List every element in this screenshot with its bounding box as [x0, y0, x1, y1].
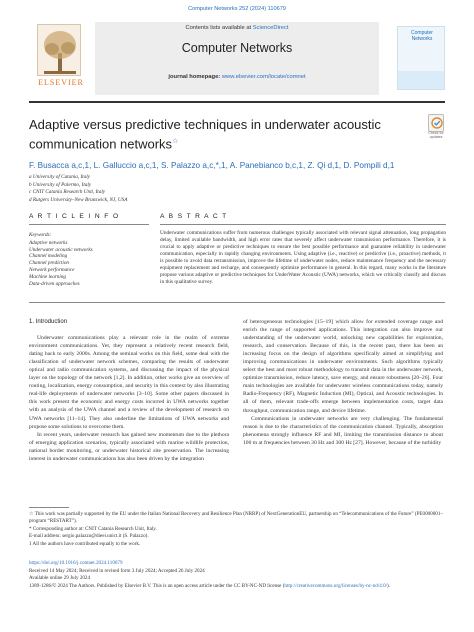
running-head[interactable]: Computer Networks 252 (2024) 110679: [188, 6, 286, 12]
publisher-logo[interactable]: [29, 24, 93, 94]
body-column-left: [29, 318, 229, 463]
license-link[interactable]: http://creativecommons.org/licenses/by-nc-nd/4.0/: [284, 582, 388, 589]
article-info-label: A R T I C L E I N F O: [29, 213, 120, 220]
footnote-rule: [29, 507, 69, 508]
keywords-block: [29, 232, 149, 287]
footnotes: [29, 511, 445, 548]
keyword: Adaptive networks: [29, 239, 68, 246]
publisher-name: ELSEVIER: [38, 78, 84, 87]
footnote: * Corresponding author at: CNIT Catania Research Unit, Italy.: [29, 525, 157, 532]
section-heading: 1. Introduction: [29, 319, 68, 325]
keyword: Machine learning: [29, 273, 67, 280]
article-title: [29, 116, 409, 152]
journal-title[interactable]: Computer Networks: [181, 41, 293, 55]
keyword: Channel modeling: [29, 253, 68, 260]
keyword: Underwater acoustic networks: [29, 246, 93, 253]
contents-prefix: Contents lists available at: [185, 25, 253, 31]
keyword: Channel prediction: [29, 260, 70, 267]
elsevier-tree-icon: [37, 24, 81, 76]
license-prefix: 1389-1286/© 2024 The Authors. Published by Elsevier B.V. This is an open access article under the CC BY-NC-ND license (: [29, 582, 285, 589]
article-title-text: Adaptive versus predictive techniques in underwater acoustic communication networks: [29, 117, 381, 152]
dates-received: Received 14 May 2024; Received in revised form 3 July 2024; Accepted 26 July 2024: [29, 567, 205, 574]
body-paragraph: of heterogeneous technologies [15–19] which allow for extended coverage range and enrich the range of supported applications. This integration can also improve our understanding of the underwater world, unlocking new capabilities for exploration, research, and conservation. Because of this, in the recent past, there has been an increasing focus on the design of algorithms specifically aimed at simplifying and improving communications in underwater environments. Such algorithms typically select the best and most robust methodology to transmit data in the underwater network, optimize transmission, reduce latency, save energy, and ensure robustness [20–26]. Four main technologies are available for underwater wireless communications today, namely Radio-Frequency (RF), Magnetic Induction (MI), Optical, and Acoustic technologies. In all of them, relevant trade-offs emerge between implementation costs, target data throughput, communication range, and device lifetime.: [243, 319, 443, 414]
email-footnote[interactable]: E-mail address: sergio.palazzo@dieei.unict.it (S. Palazzo).: [29, 533, 149, 540]
abstract-rule: [160, 224, 446, 225]
header-rule: [29, 101, 445, 103]
license-suffix: ).: [387, 582, 391, 589]
journal-header-box: [95, 22, 379, 95]
doi-link[interactable]: https://doi.org/10.1016/j.comnet.2024.110679: [29, 560, 123, 566]
cover-title: Computer Networks: [411, 30, 433, 42]
body-paragraph: In recent years, underwater research has gained new momentum due to the plethora of emerging application scenarios, typically associated with marine wildlife protection, national border monitoring, or underwater historical site preservation. The increasing interest in underwater communications has also been driven by the integration: [29, 431, 229, 462]
body-paragraph: Communications in underwater networks are very challenging. The fundamental reason is due to the characteristics of the communication channel. Typically, absorption phenomena strongly influence RF and MI, limiting the transmission distance to about 100 m at frequencies between 30 Hz and 300 Hz [27]. However, because of the turbidity: [243, 415, 443, 446]
contents-line: [95, 25, 379, 31]
affiliation: c CNIT Catania Research Unit, Italy: [29, 189, 106, 196]
sciencedirect-link[interactable]: ScienceDirect: [252, 25, 289, 31]
keywords-heading: Keywords:: [29, 232, 52, 238]
journal-cover-image[interactable]: [397, 26, 445, 90]
title-footnote-mark[interactable]: ☆: [172, 138, 179, 145]
affiliations: [29, 174, 329, 204]
license-line: [29, 583, 445, 591]
footnote: 1 All the authors have contributed equally to the work.: [29, 540, 141, 547]
affiliation: d Rutgers University–New Brunswick, NJ, USA: [29, 196, 128, 203]
dates-online: Available online 29 July 2024: [29, 575, 91, 582]
bibliographic-info: [29, 560, 445, 590]
affiliation: b University of Palermo, Italy: [29, 181, 92, 188]
abstract-text: Underwater communications suffer from numerous challenges typically associated with relevant signal attenuation, long propagation delay, limited available bandwidth, and high error rates that severely affect underwater transmission performance. Therefore, it is crucial to apply adaptive or predictive techniques to ensure the best possible performance and guarantee reliability in underwater communication, especially in rapidly changing environments. Using adaptive (i.e., reactive) or predictive (i.e., proactive) methods, it is possible to avoid data retransmission, improve the lifetime of underwater nodes, reduce maintenance frequency and the necessary equipment replacement and recharge, and consequently optimize performance in general. In this regard, many works in the literature propose various adaptive or predictive techniques for UnderWater Acoustic (UWA) networks, which we critically classify and discuss in this qualitative survey.: [160, 230, 446, 286]
body-column-right: [243, 318, 443, 447]
article-info-rule: [29, 224, 149, 225]
cover-band: [398, 71, 445, 89]
author-list[interactable]: F. Busacca a,c,1, L. Galluccio a,c,1, S. Palazzo a,c,*,1, A. Panebianco b,c,1, Z. Qi d,1, D. Pompili d,1: [29, 161, 395, 170]
keyword: Data-driven approaches: [29, 280, 80, 287]
body-paragraph: Underwater communications play a relevant role in the realm of extreme environment communications. Yet, they represent a relatively recent research field, dating back to early 2000s. Among the seminal works on this field, some deal with the classification of underwater network schemes, comparing the results of underwater optical and radio communication systems, and discussing the impact of the physical layer on the topology of the network [1,2]. In addition, other works give an overview of routing, localization, energy consumption, and security in this context by also illustrating real-life deployments of underwater networks [3–10]. Some other papers discussed in this work present the economic and energy costs incurred in UWA networks together with an analysis of the UWA channel and a review of the development of research on UWA networks [11–14]. They also underline the limitations of UWA networks and propose some solutions to overcome them.: [29, 335, 229, 430]
check-for-updates-label[interactable]: Check for updates: [428, 131, 444, 139]
homepage-line: [95, 74, 379, 80]
journal-masthead: [29, 22, 445, 95]
check-for-updates-icon[interactable]: [428, 114, 444, 132]
footnote: ☆ This work was partially supported by the EU under the Italian National Recovery and Resilience Plan (NRRP) of NextGenerationEU, partnership on “Telecommunications of the Future” (PE0000001–program “RESTART”).: [29, 511, 443, 525]
abstract-label: A B S T R A C T: [160, 213, 228, 220]
homepage-prefix: journal homepage:: [168, 74, 222, 80]
affiliation: a University of Catania, Italy: [29, 174, 90, 180]
homepage-link[interactable]: www.elsevier.com/locate/comnet: [221, 74, 306, 80]
keyword: Network performance: [29, 266, 75, 273]
abstract-bottom-rule: [29, 302, 445, 303]
